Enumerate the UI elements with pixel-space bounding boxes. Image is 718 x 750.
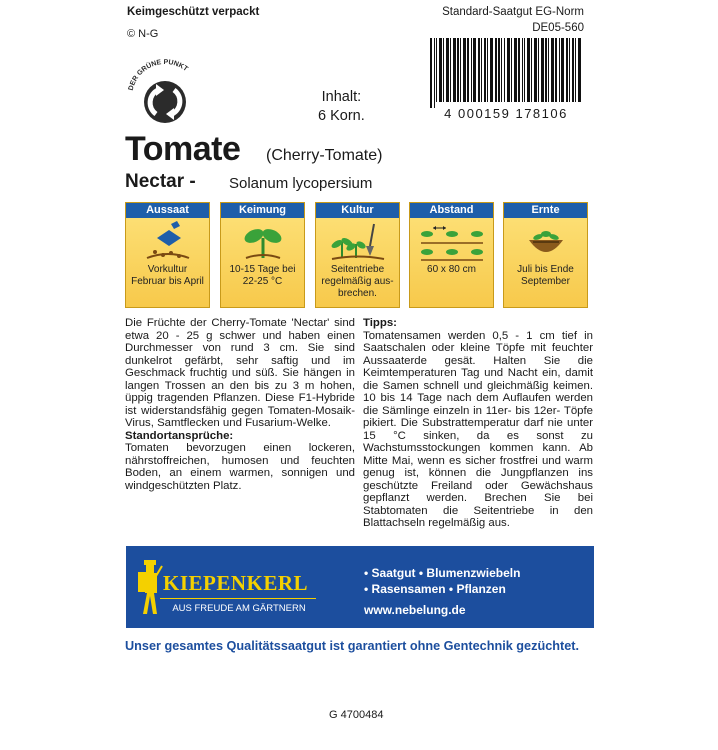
barcode-bar	[531, 38, 532, 102]
panel-head: Ernte	[504, 203, 587, 218]
website-link[interactable]: www.nebelung.de	[364, 603, 466, 617]
tips-text: Tomatensamen werden 0,5 - 1 cm tief in Saatschalen oder kleine Töpfe mit feuchter Aussaaterde gesät. Halten Sie die Keimtemperaturen Tag und Nacht ein, damit die Samen schnell und gleichmäßig keimen. 10 bis 14 Tage nach dem Auflaufen werden die Sämlinge einzeln in 11er- bis 12er- Töpfe pikiert. Die Substrattemperatur darf nie unter 15 °C sinken, da es sonst zu Wachstumsstockungen kommen kann. Ab Mitte Mai, wenn es sicher frostfrei und warm genug ist, können die Jungpflanzen ins geschützte Freiland oder Gewächshaus gepflanzt werden. Brechen Sie bei Stabtomaten die Seitentriebe in den Blattachseln regelmäßig aus.	[363, 329, 593, 529]
panel-keimung	[220, 202, 305, 308]
location-heading: Standortansprüche:	[125, 429, 234, 442]
content-value: 6 Korn.	[318, 108, 365, 124]
product-type: (Cherry-Tomate)	[266, 147, 383, 164]
barcode-bar	[473, 38, 476, 102]
barcode-bar	[484, 38, 486, 102]
panel-aussaat	[125, 202, 210, 308]
spacing-icon	[417, 220, 487, 262]
barcode-bar	[471, 38, 472, 102]
seed-packet-icon	[143, 220, 193, 262]
registration-code: DE05-560	[532, 22, 584, 34]
panel-text: Juli bis Ende September	[517, 264, 574, 287]
panel-text: Seitentriebe regelmäßig aus-brechen.	[321, 264, 394, 299]
barcode-bar	[566, 38, 568, 102]
barcode-bar	[463, 38, 466, 102]
gmo-free-note: Unser gesamtes Qualitätssaatgut ist garantiert ohne Gentechnik gezüchtet.	[125, 639, 580, 653]
barcode-bar	[527, 38, 530, 102]
gruener-punkt-logo	[120, 52, 210, 142]
panel-text: 60 x 80 cm	[427, 264, 476, 275]
barcode-bar	[495, 38, 497, 102]
barcode-bar	[467, 38, 469, 102]
description-text: Die Früchte der Cherry-Tomate 'Nectar' sind etwa 20 - 25 g schwer und haben einen Durchmesser von rund 3 cm. Sie sind dunkelrot gefärbt, sehr saftig und im Geschmack fruchtig und süß. Sie hängen in langen Trossen an den bis zu 3 m hohen, üppig tragenden Pflanzen. Diese F1-Hybride ist widerstandsfähig gegen Tomaten-Mosaik-Virus, Samtflecken und Fusarium-Welke.	[125, 317, 355, 429]
plant-trowel-icon	[330, 220, 386, 262]
content-amount	[318, 88, 365, 126]
barcode-bar	[555, 38, 557, 102]
latin-name: Solanum lycopersium	[229, 175, 373, 192]
variety-name: Nectar -	[125, 171, 196, 192]
barcode-bar	[439, 38, 442, 102]
sprout-icon	[238, 220, 288, 262]
product-list-2: • Rasensamen • Pflanzen	[364, 582, 506, 596]
brand-logo: KIEPENKERL	[163, 571, 309, 595]
barcode-bar	[551, 38, 554, 102]
barcode-bar	[578, 38, 581, 102]
barcode-bar	[487, 38, 488, 102]
copyright: © N-G	[127, 28, 159, 40]
seed-standard: Standard-Saatgut EG-Norm	[442, 6, 584, 18]
harvest-bowl-icon	[521, 220, 571, 262]
barcode-bar	[481, 38, 482, 102]
barcode-bar	[548, 38, 549, 102]
barcode-number: 4 000159 178106	[444, 106, 568, 121]
barcode-bar	[572, 38, 574, 102]
svg-text:DER GRÜNE PUNKT: DER GRÜNE PUNKT	[127, 58, 189, 92]
barcode-bar	[453, 38, 456, 102]
panel-text: 10-15 Tage bei 22-25 °C	[229, 264, 296, 287]
panel-head: Keimung	[221, 203, 304, 218]
logo-divider	[160, 598, 316, 599]
barcode-bar	[559, 38, 560, 102]
barcode-bar	[434, 38, 435, 108]
tips-column	[363, 317, 593, 530]
barcode-bar	[545, 38, 547, 102]
panel-abstand	[409, 202, 494, 308]
barcode-bar	[501, 38, 502, 102]
content-label: Inhalt:	[321, 89, 362, 105]
barcode-bar	[569, 38, 570, 102]
brand-slogan: AUS FREUDE AM GÄRTNERN	[172, 603, 306, 614]
panel-ernte	[503, 202, 588, 308]
barcode-bar	[534, 38, 537, 102]
panel-text: Vorkultur Februar bis April	[131, 264, 204, 287]
product-list-1: • Saatgut • Blumenzwiebeln	[364, 566, 521, 580]
barcode-bar	[450, 38, 451, 102]
barcode-bar	[460, 38, 461, 102]
barcode-bar	[443, 38, 444, 102]
barcode-bar	[507, 38, 510, 102]
barcode-bar	[575, 38, 576, 102]
barcode-bar	[514, 38, 517, 102]
barcode-bar	[436, 38, 437, 102]
barcode-bar	[522, 38, 523, 102]
barcode-bar	[504, 38, 505, 102]
location-text: Tomaten bevorzugen einen lockeren, nährstoffreichen, humosen und feuchten Boden, an einem warmen, sonnigen und windgeschützten Platz.	[125, 442, 355, 492]
barcode-bar	[561, 38, 564, 102]
barcode-bar	[457, 38, 459, 102]
barcode-bar	[478, 38, 480, 102]
barcode-bar	[524, 38, 525, 102]
barcode-bar	[446, 38, 449, 102]
panel-kultur	[315, 202, 400, 308]
packaging-note: Keimgeschützt verpackt	[127, 6, 260, 18]
tips-heading: Tipps:	[363, 317, 397, 329]
panel-head: Kultur	[316, 203, 399, 218]
product-name: Tomate	[125, 130, 241, 168]
panel-head: Abstand	[410, 203, 493, 218]
barcode-bar	[511, 38, 512, 102]
barcode-bar	[490, 38, 493, 102]
barcode-bar	[518, 38, 520, 102]
barcode-bar	[538, 38, 539, 102]
description-column	[125, 317, 355, 492]
barcode-bar	[541, 38, 544, 102]
panel-head: Aussaat	[126, 203, 209, 218]
barcode-bar	[430, 38, 432, 108]
barcode-bar	[498, 38, 500, 102]
article-code: G 4700484	[329, 709, 384, 721]
